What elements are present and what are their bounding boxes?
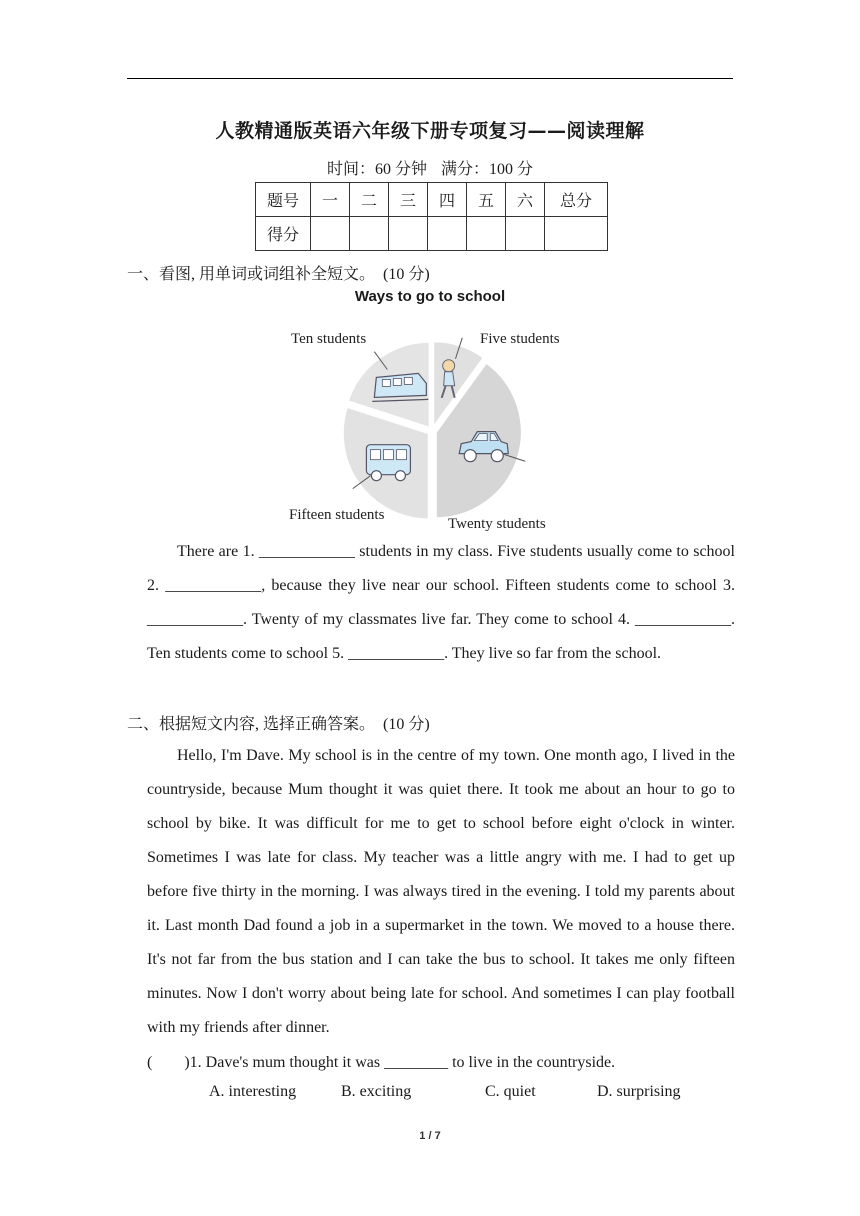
- pie-chart: [280, 318, 580, 538]
- score-table-score-row: [256, 217, 608, 251]
- page-number: 1 / 7: [419, 1130, 441, 1142]
- pie-label-2: Fifteen students: [289, 507, 385, 523]
- score-blank-cell[interactable]: [350, 217, 389, 251]
- score-blank-cell[interactable]: [389, 217, 428, 251]
- section-1-passage: There are 1. ____________ students in my class. Five students usually come to school 2. ____________, because they live near our school. Fifteen students come to school 3. ____________. Twenty of my classmates live far. They come to school 4. ____________. Ten students come to school 5. ____________. They live so far from the school.: [147, 543, 735, 662]
- score-cell: 总分: [545, 183, 608, 217]
- time-limit: 时间：60 分钟: [326, 161, 427, 178]
- score-blank-cell[interactable]: [545, 217, 608, 251]
- chart-title: Ways to go to school: [354, 288, 506, 305]
- score-table-header-row: [256, 183, 608, 217]
- score-cell: 三: [389, 183, 428, 217]
- question-1: ( )1. Dave's mum thought it was ________ to live in the countryside.: [147, 1054, 616, 1071]
- section-1-heading: 一、看图, 用单词或词组补全短文。 (10 分): [127, 266, 430, 283]
- score-cell: 六: [506, 183, 545, 217]
- score-blank-cell[interactable]: [428, 217, 467, 251]
- bus-icon: [366, 445, 410, 481]
- score-cell: 四: [428, 183, 467, 217]
- score-cell: 题号: [256, 183, 311, 217]
- pie-label-3: Ten students: [291, 331, 367, 347]
- exam-meta: [0, 156, 860, 179]
- option-a[interactable]: A. interesting: [209, 1083, 297, 1100]
- score-blank-cell[interactable]: [467, 217, 506, 251]
- score-cell: 五: [467, 183, 506, 217]
- score-table: [255, 182, 608, 251]
- pie-label-0: Five students: [480, 331, 560, 347]
- score-blank-cell[interactable]: [506, 217, 545, 251]
- score-blank-cell[interactable]: [311, 217, 350, 251]
- full-score: 满分：100 分: [441, 161, 534, 178]
- page-title: 人教精通版英语六年级下册专项复习——阅读理解: [215, 120, 645, 142]
- option-c[interactable]: C. quiet: [485, 1083, 536, 1100]
- header-rule: [127, 78, 733, 79]
- option-d[interactable]: D. surprising: [597, 1083, 681, 1100]
- score-cell: 二: [350, 183, 389, 217]
- score-cell: 一: [311, 183, 350, 217]
- section-2-passage: Hello, I'm Dave. My school is in the centre of my town. One month ago, I lived in the countryside, because Mum thought it was quiet there. It took me about an hour to go to school by bike. It was difficult for me to get to school before eight o'clock in winter. Sometimes I was late for class. My teacher was a little angry with me. I had to get up before five thirty in the morning. I was always tired in the evening. I told my parents about it. Last month Dad found a job in a supermarket in the town. We moved to a house there. It's not far from the bus station and I can take the bus to school. It takes me only fifteen minutes. Now I don't worry about being late for school. And sometimes I can play football with my friends after dinner.: [147, 747, 735, 1036]
- pie-label-1: Twenty students: [448, 516, 546, 532]
- score-cell: 得分: [256, 217, 311, 251]
- section-2-heading: 二、根据短文内容, 选择正确答案。 (10 分): [127, 716, 430, 733]
- option-b[interactable]: B. exciting: [341, 1083, 412, 1100]
